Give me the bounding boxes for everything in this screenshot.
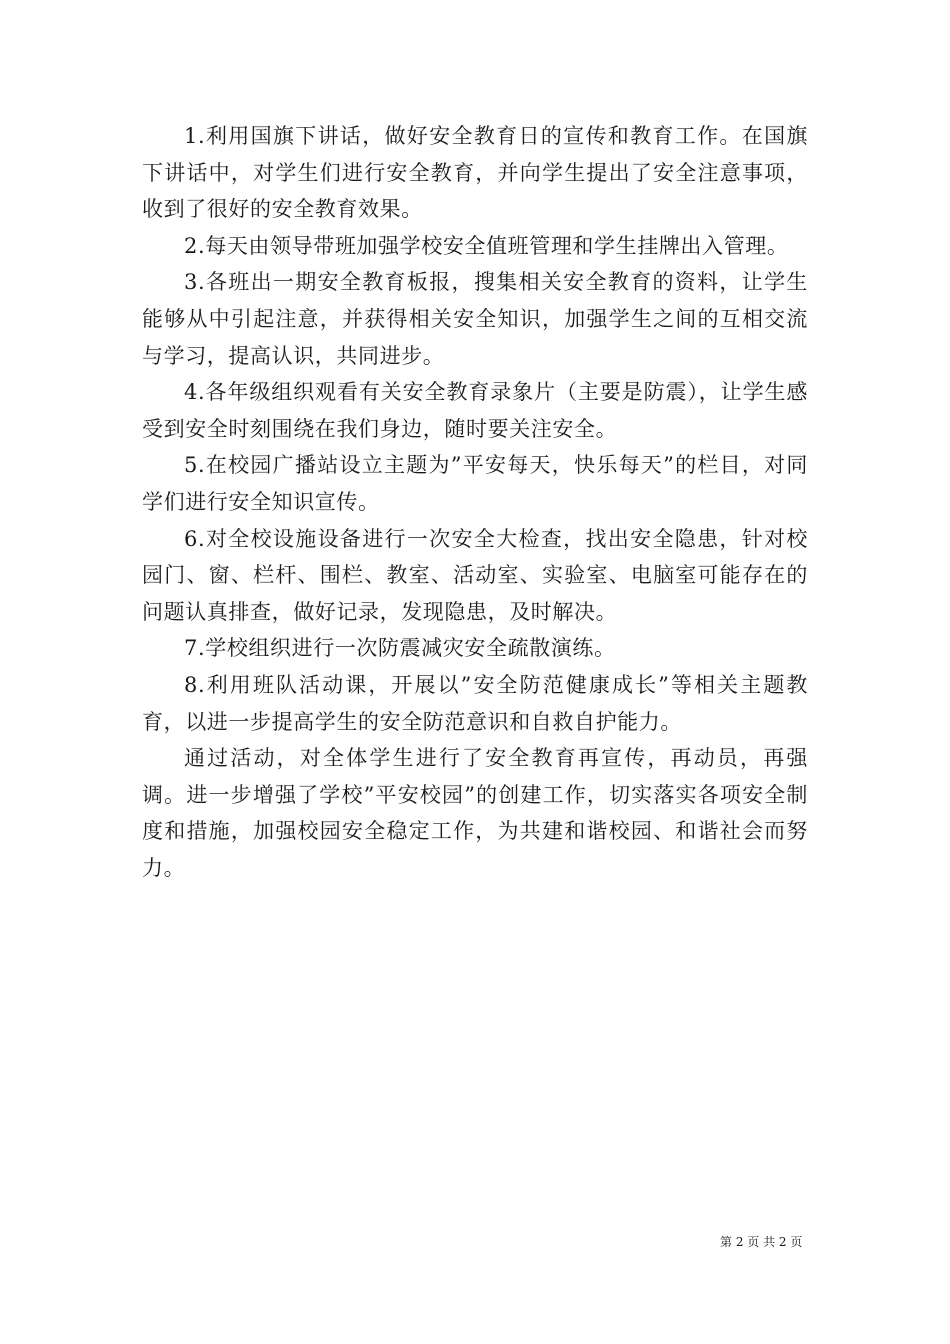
document-body xyxy=(142,118,808,886)
paragraph-item-4: 4.各年级组织观看有关安全教育录象片（主要是防震），让学生感受到安全时刻围绕在我们身边，随时要关注安全。 xyxy=(142,380,808,441)
paragraph-item-5: 5.在校园广播站设立主题为”平安每天，快乐每天”的栏目，对同学们进行安全知识宣传。 xyxy=(142,453,808,514)
paragraph-item-2: 2.每天由领导带班加强学校安全值班管理和学生挂牌出入管理。 xyxy=(184,233,789,258)
paragraph-item-3: 3.各班出一期安全教育板报，搜集相关安全教育的资料，让学生能够从中引起注意，并获得相关安全知识，加强学生之间的互相交流与学习，提高认识，共同进步。 xyxy=(142,270,808,368)
paragraph-item-6: 6.对全校设施设备进行一次安全大检查，找出安全隐患，针对校园门、窗、栏杆、围栏、教室、活动室、实验室、电脑室可能存在的问题认真排查，做好记录，发现隐患，及时解决。 xyxy=(142,526,808,624)
paragraph-item-8: 8.利用班队活动课，开展以”安全防范健康成长”等相关主题教育，以进一步提高学生的安全防范意识和自救自护能力。 xyxy=(142,672,808,734)
summary-paragraph: 通过活动，对全体学生进行了安全教育再宣传，再动员，再强调。进一步增强了学校”平安校园”的创建工作，切实落实各项安全制度和措施，加强校园安全稳定工作，为共建和谐校园、和谐社会而努力。 xyxy=(142,746,808,880)
page-number-footer: 第 2 页 共 2 页 xyxy=(720,1235,803,1249)
paragraph-item-1: 1.利用国旗下讲话，做好安全教育日的宣传和教育工作。在国旗下讲话中，对学生们进行安全教育，并向学生提出了安全注意事项，收到了很好的安全教育效果。 xyxy=(142,124,808,222)
paragraph-item-7: 7.学校组织进行一次防震减灾安全疏散演练。 xyxy=(184,636,616,661)
